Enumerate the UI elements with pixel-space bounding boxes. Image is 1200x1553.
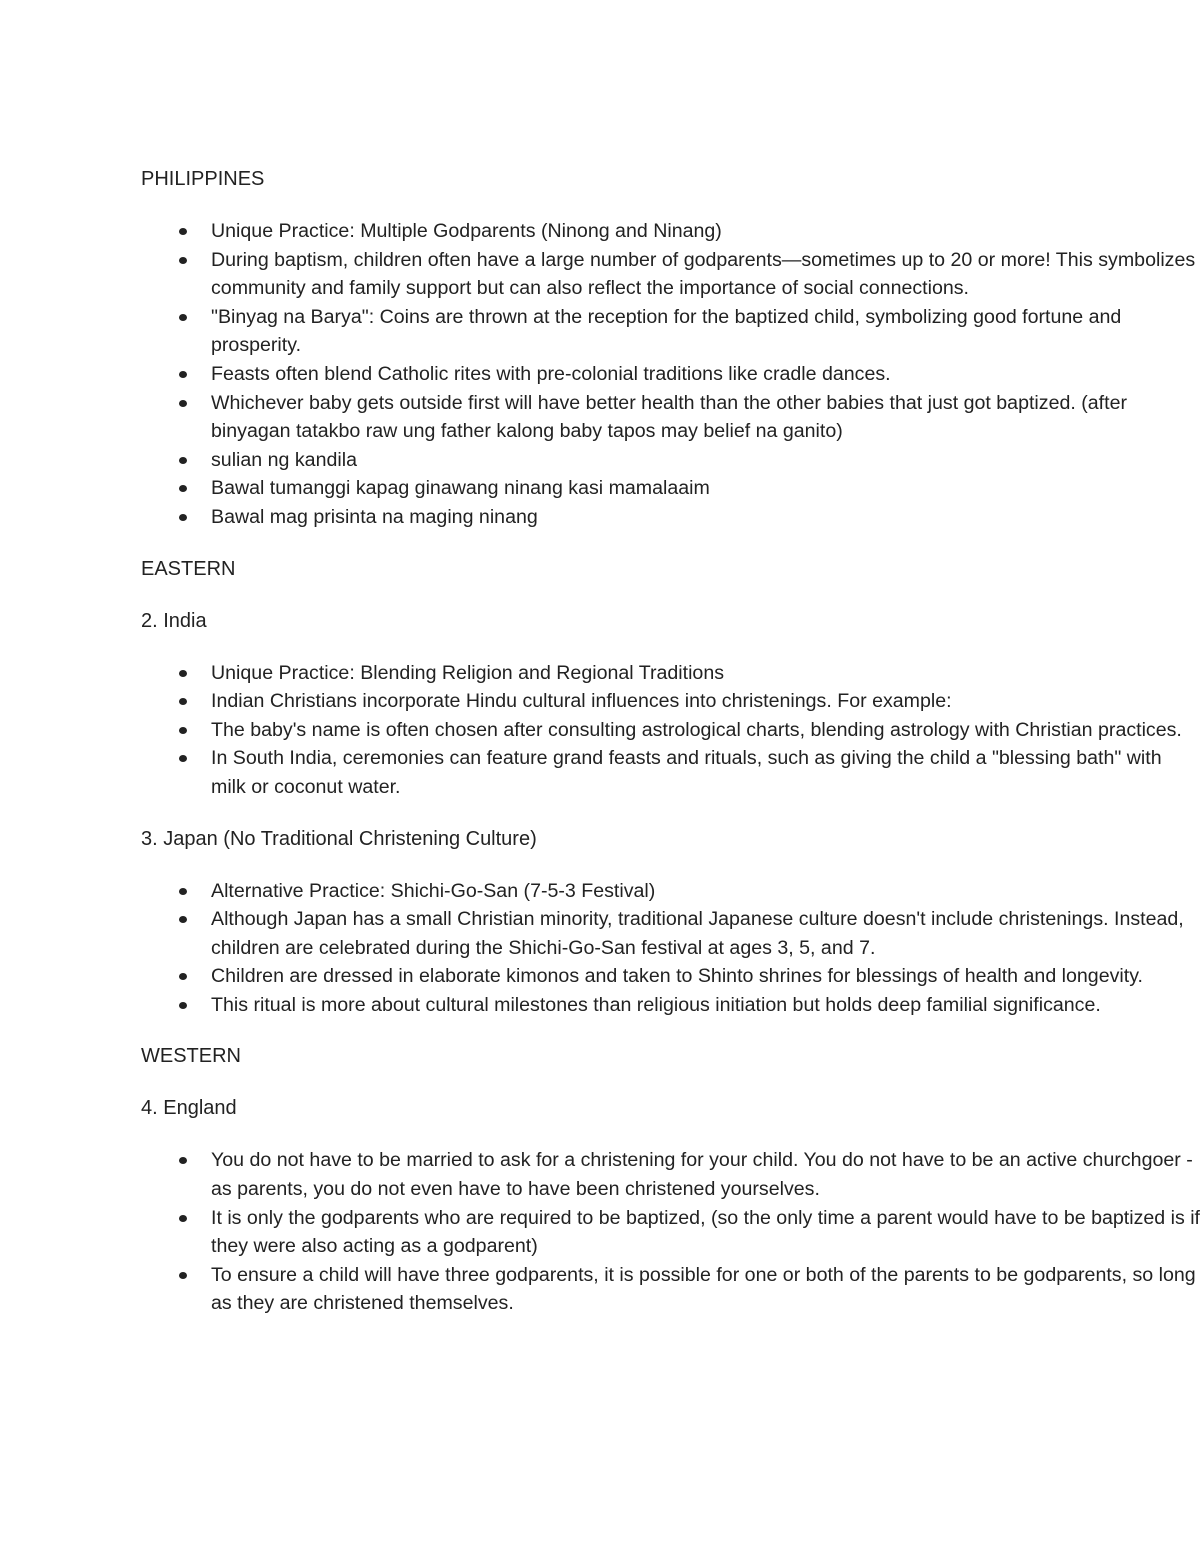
list-item: This ritual is more about cultural milestones than religious initiation but holds deep familial significance. [141,991,1200,1020]
list-item: sulian ng kandila [141,446,1200,475]
section-heading-philippines: PHILIPPINES [141,168,265,190]
list-item: Children are dressed in elaborate kimonos and taken to Shinto shrines for blessings of health and longevity. [141,962,1200,991]
section-heading-western: WESTERN [141,1045,241,1068]
subsection-heading-india: 2. India [141,609,207,632]
list-item: Unique Practice: Multiple Godparents (Ninong and Ninang) [141,217,1200,246]
list-item: You do not have to be married to ask for a christening for your child. You do not have to be an active churchgoer - as parents, you do not even have to have been christened yourselves. [141,1146,1200,1203]
list-item: Alternative Practice: Shichi-Go-San (7-5-3 Festival) [141,877,1200,906]
philippines-list [141,217,1200,532]
india-list [141,659,1200,802]
subsection-heading-japan: 3. Japan (No Traditional Christening Culture) [141,827,537,850]
list-item: Indian Christians incorporate Hindu cultural influences into christenings. For example: [141,687,1200,716]
list-item: The baby's name is often chosen after consulting astrological charts, blending astrology with Christian practices. [141,716,1200,745]
list-item: Bawal tumanggi kapag ginawang ninang kasi mamalaaim [141,474,1200,503]
list-item: It is only the godparents who are required to be baptized, (so the only time a parent would have to be baptized is if they were also acting as a godparent) [141,1204,1200,1261]
list-item: Bawal mag prisinta na maging ninang [141,503,1200,532]
document-body [141,165,1200,1318]
japan-list [141,877,1200,1020]
list-item: Whichever baby gets outside first will have better health than the other babies that just got baptized. (after binyagan tatakbo raw ung father kalong baby tapos may belief na ganito) [141,389,1200,446]
england-list [141,1146,1200,1318]
section-heading-eastern: EASTERN [141,557,236,580]
list-item: To ensure a child will have three godparents, it is possible for one or both of the parents to be godparents, so long as they are christened themselves. [141,1261,1200,1318]
list-item: Although Japan has a small Christian minority, traditional Japanese culture doesn't include christenings. Instead, children are celebrated during the Shichi-Go-San festival at ages 3, 5, and 7. [141,905,1200,962]
subsection-heading-england: 4. England [141,1097,237,1120]
list-item: During baptism, children often have a large number of godparents—sometimes up to 20 or more! This symbolizes community and family support but can also reflect the importance of social connections. [141,246,1200,303]
list-item: Unique Practice: Blending Religion and Regional Traditions [141,659,1200,688]
list-item: Feasts often blend Catholic rites with pre-colonial traditions like cradle dances. [141,360,1200,389]
list-item: In South India, ceremonies can feature grand feasts and rituals, such as giving the child a "blessing bath" with milk or coconut water. [141,744,1200,801]
list-item: "Binyag na Barya": Coins are thrown at the reception for the baptized child, symbolizing good fortune and prosperity. [141,303,1200,360]
